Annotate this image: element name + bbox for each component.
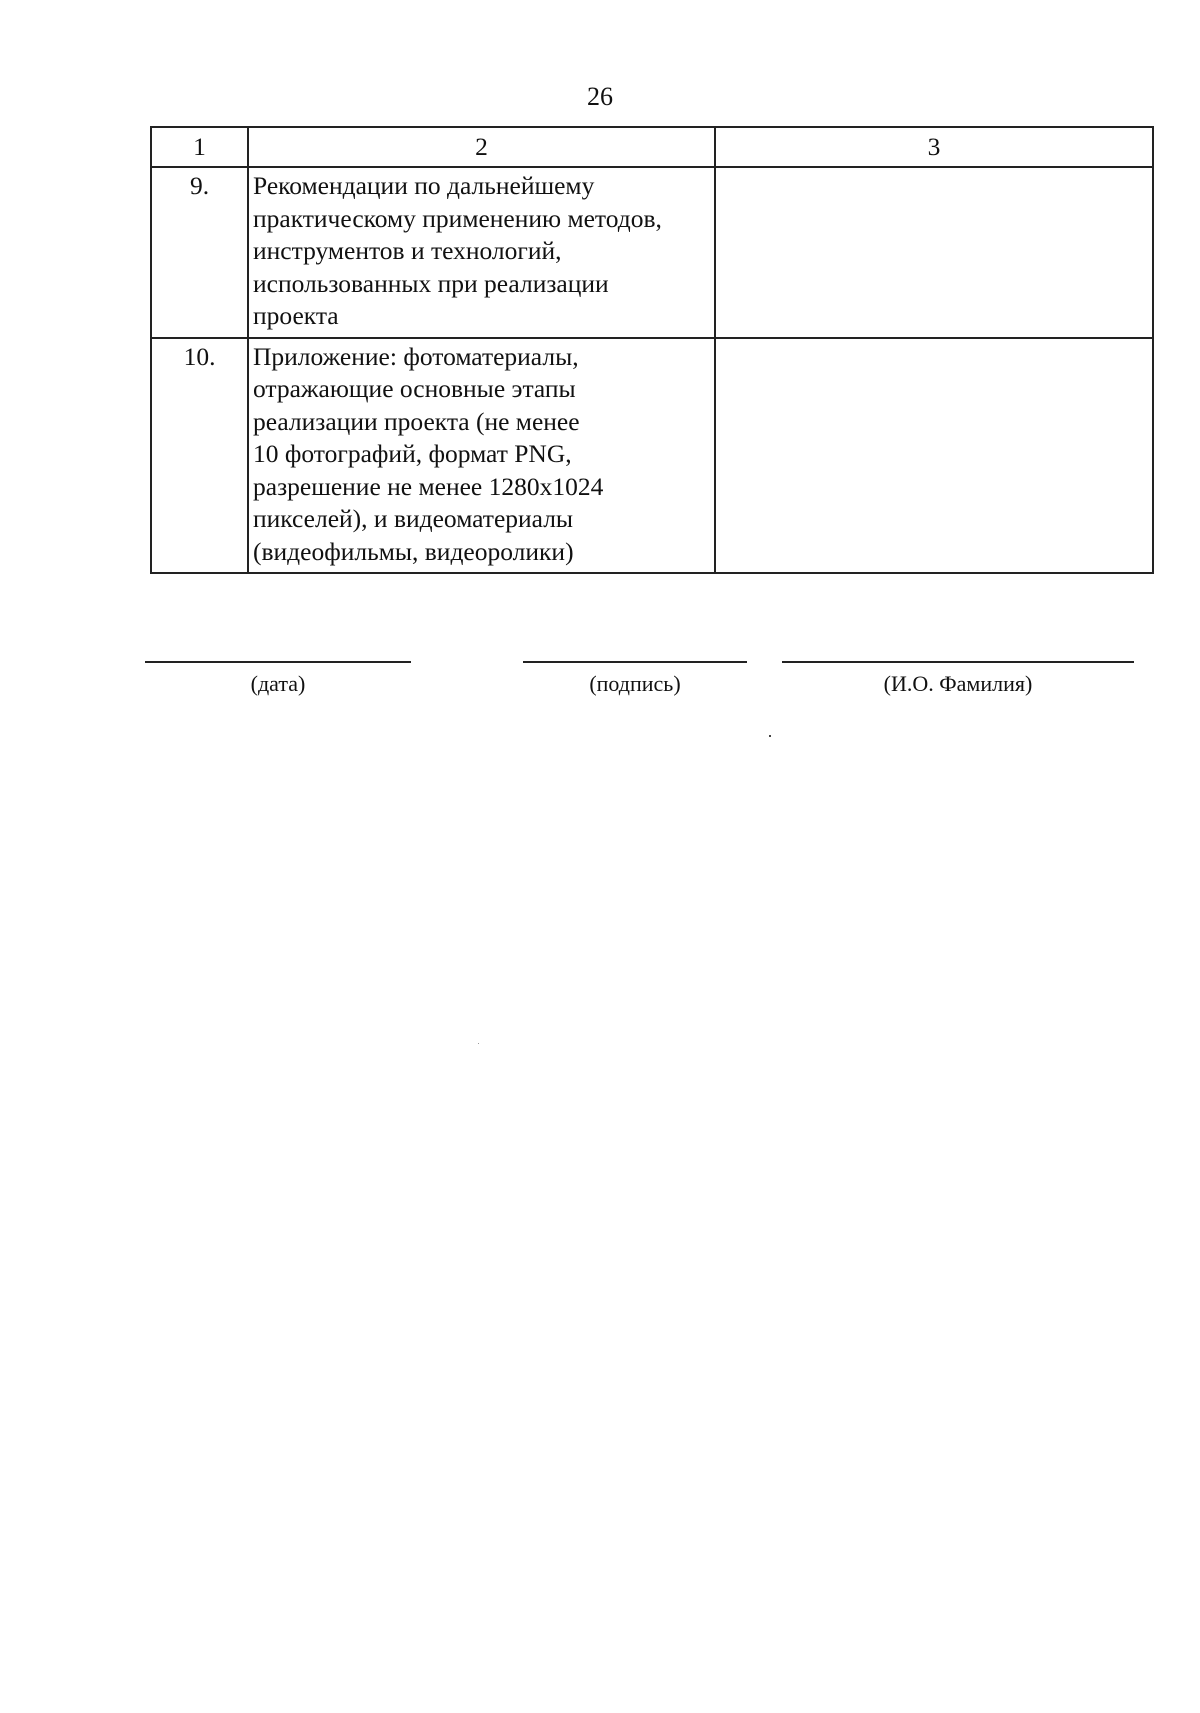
- row-value-cell: [715, 338, 1153, 574]
- row-description-line: использованных при реализации: [253, 268, 609, 298]
- column-header-3: 3: [715, 127, 1153, 167]
- row-description-line: 10 фотографий, формат PNG,: [253, 439, 572, 468]
- scan-speck: [769, 735, 771, 737]
- signature-caption: (подпись): [589, 671, 681, 696]
- name-field: [782, 661, 1134, 697]
- row-description-line: разрешение не менее 1280х1024: [253, 471, 604, 501]
- scan-speck: [478, 1043, 479, 1044]
- signature-area: [0, 661, 1200, 721]
- row-description-line: пикселей), и видеоматериалы: [253, 504, 574, 533]
- row-number: 10.: [151, 338, 248, 574]
- table-row: [151, 167, 1153, 338]
- row-description-line: практическому применению методов,: [253, 203, 662, 233]
- row-value-cell: [715, 167, 1153, 338]
- row-description-line: Приложение: фотоматериалы,: [253, 341, 579, 371]
- date-caption: (дата): [250, 671, 306, 696]
- row-description-line: Рекомендации по дальнейшему: [253, 171, 595, 200]
- column-header-1: 1: [151, 127, 248, 167]
- date-field: [145, 661, 411, 697]
- row-description-line: (видеофильмы, видеоролики): [253, 536, 574, 566]
- table-row: [151, 338, 1153, 574]
- name-line: [782, 661, 1134, 663]
- date-line: [145, 661, 411, 663]
- page-number: 26: [587, 82, 613, 111]
- name-caption: (И.О. Фамилия): [883, 671, 1033, 696]
- row-description-line: отражающие основные этапы: [253, 374, 576, 403]
- row-description-line: инструментов и технологий,: [253, 236, 562, 265]
- table-header-row: [151, 127, 1153, 167]
- row-description: [248, 167, 715, 338]
- document-table: [150, 126, 1154, 574]
- row-description-line: проекта: [253, 301, 339, 330]
- row-description: [248, 338, 715, 574]
- row-description-line: реализации проекта (не менее: [253, 406, 580, 436]
- column-header-2: 2: [248, 127, 715, 167]
- signature-line: [523, 661, 747, 663]
- row-number: 9.: [151, 167, 248, 338]
- signature-field: [523, 661, 747, 697]
